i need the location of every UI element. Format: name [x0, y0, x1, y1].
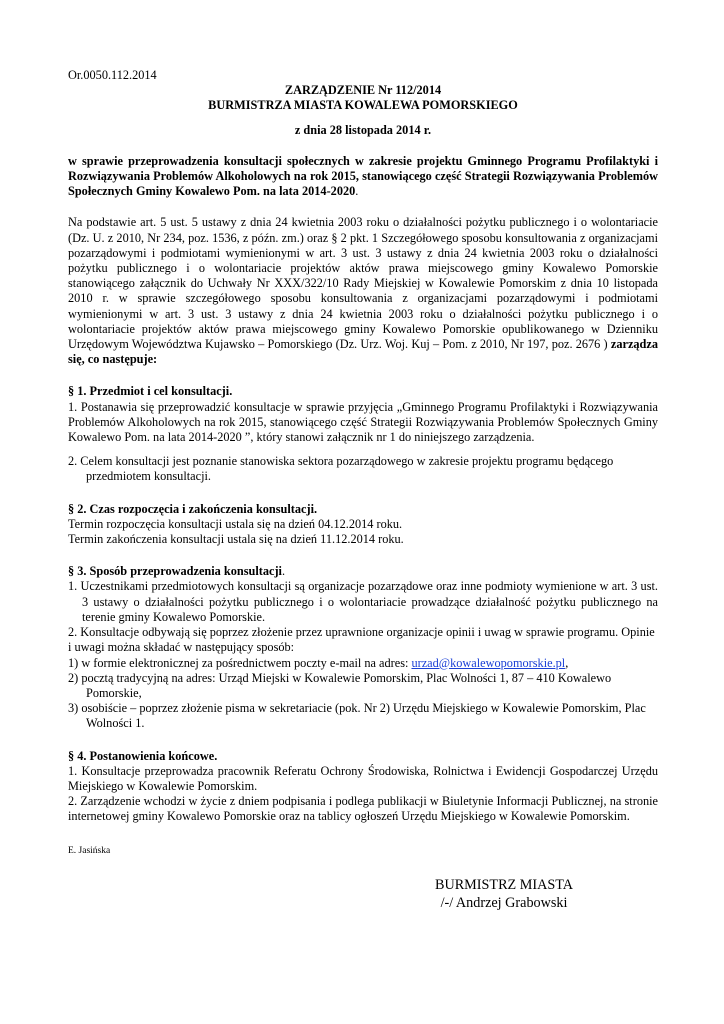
document-date: z dnia 28 listopada 2014 r. [294, 122, 432, 137]
section-1-paragraph-2: 2. Celem konsultacji jest poznanie stanowiska sektora pozarządowego w zakresie projektu programu będącego przedmiotem konsultacji. [68, 454, 614, 484]
preamble-decision: zarządza się, co następuje: [68, 337, 658, 367]
section-3-method-post: 2) pocztą tradycyjną na adres: Urząd Miejski w Kowalewie Pomorskim, Plac Wolności 1, 87 – 410 Kowalewo Pomorskie, [68, 670, 612, 700]
document-title-line1: ZARZĄDZENIE Nr 112/2014 [284, 83, 442, 98]
method-email-text: 1) w formie elektronicznej za pośrednictwem poczty e-mail na adres: [68, 655, 412, 670]
section-2-start-date: Termin rozpoczęcia konsultacji ustala się na dzień 04.12.2014 roku. [68, 516, 403, 531]
signature-name: /-/ Andrzej Grabowski [440, 895, 568, 911]
preamble-text: Na podstawie art. 5 ust. 5 ustawy z dnia 24 kwietnia 2003 roku o działalności pożytku publicznego i o wolontariacie (Dz. U. z 2010, Nr 234, poz. 1536, z późn. zm.) oraz § 2 pkt. 1 Szczegółowego sposobu konsultowania z organizacjami pozarządowymi i podmiotami wymienionymi w art. 3 ust. 3 ustawy z dnia 24 kwietnia 2003 roku o działalności pożytku publicznego i o wolontariacie projektów aktów prawa miejscowego gminy Kowalewo Pomorskie stanowiącego załącznik do Uchwały Nr XXX/322/10 Rady Miejskiej w Kowalewie Pomorskim z dnia 10 listopada 2010 r. w sprawie szczegółowego sposobu konsultowania z organizacjami pozarządowymi i podmiotami wymienionymi w art. 3 ust. 3 ustawy z dnia 24 kwietnia 2003 roku o działalności pożytku publicznego i o wolontariacie projektów aktów prawa miejscowego gminy Kowalewo Pomorskie opublikowanego w Dzienniku Urzędowym Województwa Kujawsko – Pomorskiego (Dz. Urz. Woj. Kuj – Pom. z 2010, Nr 197, poz. 2676 ) [68, 215, 658, 352]
section-1-paragraph-1: 1. Postanawia się przeprowadzić konsultacje w sprawie przyjęcia „Gminnego Programu Profilaktyki i Rozwiązywania Problemów Alkoholowych na rok 2015, stanowiącego część Strategii Rozwiązywania Problemów Społecznych Gminy Kowalewo Pom. na lata 2014-2020 ”, który stanowi załącznik nr 1 do niniejszego zarządzenia. [68, 399, 658, 445]
signature-block [414, 876, 594, 912]
section-4-paragraph-1: 1. Konsultacje przeprowadza pracownik Referatu Ochrony Środowiska, Rolnictwa i Ewidencji Gospodarczej Urzędu Miejskiego w Kowalewie Pomorskim. [68, 763, 658, 793]
document-title-line2: BURMISTRZA MIASTA KOWALEWA POMORSKIEGO [208, 98, 518, 113]
section-3-heading [68, 564, 658, 579]
section-3-heading-end: . [281, 564, 286, 579]
section-3-method-email [68, 656, 658, 671]
subject-text: w sprawie przeprowadzenia konsultacji społecznych w zakresie projektu Gminnego Programu Profilaktyki i Rozwiązywania Problemów Alkoholowych na rok 2015, stanowiącego część Strategii Rozwiązywania Problemów Społecznych Gminy Kowalewo Pom. na lata 2014-2020 [68, 153, 658, 199]
section-3-heading-text: § 3. Sposób przeprowadzenia konsultacji [68, 564, 282, 579]
section-2-end-date: Termin zakończenia konsultacji ustala się na dzień 11.12.2014 roku. [68, 532, 404, 547]
section-4-paragraph-2: 2. Zarządzenie wchodzi w życie z dniem podpisania i podlega publikacji w Biuletynie Informacji Publicznej, na stronie internetowej gminy Kowalewo Pomorskie oraz na tablicy ogłoszeń Urzędu Miejskiego w Kowalewie Pomorskim. [68, 794, 658, 824]
section-3-paragraph-1: 1. Uczestnikami przedmiotowych konsultacji są organizacje pozarządowe oraz inne podmioty wymienione w art. 3 ust. 3 ustawy o działalności pożytku publicznego i o wolontariacie prowadzące działalność pożytku publicznego na terenie gminy Kowalewo Pomorskie. [68, 579, 658, 624]
method-email-end: , [565, 655, 569, 670]
document-subject [68, 154, 658, 200]
subject-end: . [355, 184, 359, 199]
reference-number: Or.0050.112.2014 [68, 68, 157, 82]
section-4-heading: § 4. Postanowienia końcowe. [68, 748, 218, 763]
signature-title: BURMISTRZ MIASTA [435, 877, 573, 893]
document-page [68, 68, 658, 859]
preamble [68, 215, 658, 367]
email-link[interactable]: urzad@kowalewopomorskie.pl [411, 655, 566, 670]
section-3-paragraph-2: 2. Konsultacje odbywają się poprzez złożenie przez uprawnione organizacje opinii i uwag w sprawie programu. Opinie i uwagi można składać w następujący sposób: [68, 625, 655, 655]
section-2-heading: § 2. Czas rozpoczęcia i zakończenia konsultacji. [68, 501, 318, 516]
section-3-method-in-person: 3) osobiście – poprzez złożenie pisma w sekretariacie (pok. Nr 2) Urzędu Miejskiego w Kowalewie Pomorskim, Plac Wolności 1. [68, 701, 646, 731]
author-initials: E. Jasińska [68, 845, 111, 856]
section-1-heading: § 1. Przedmiot i cel konsultacji. [68, 384, 233, 399]
